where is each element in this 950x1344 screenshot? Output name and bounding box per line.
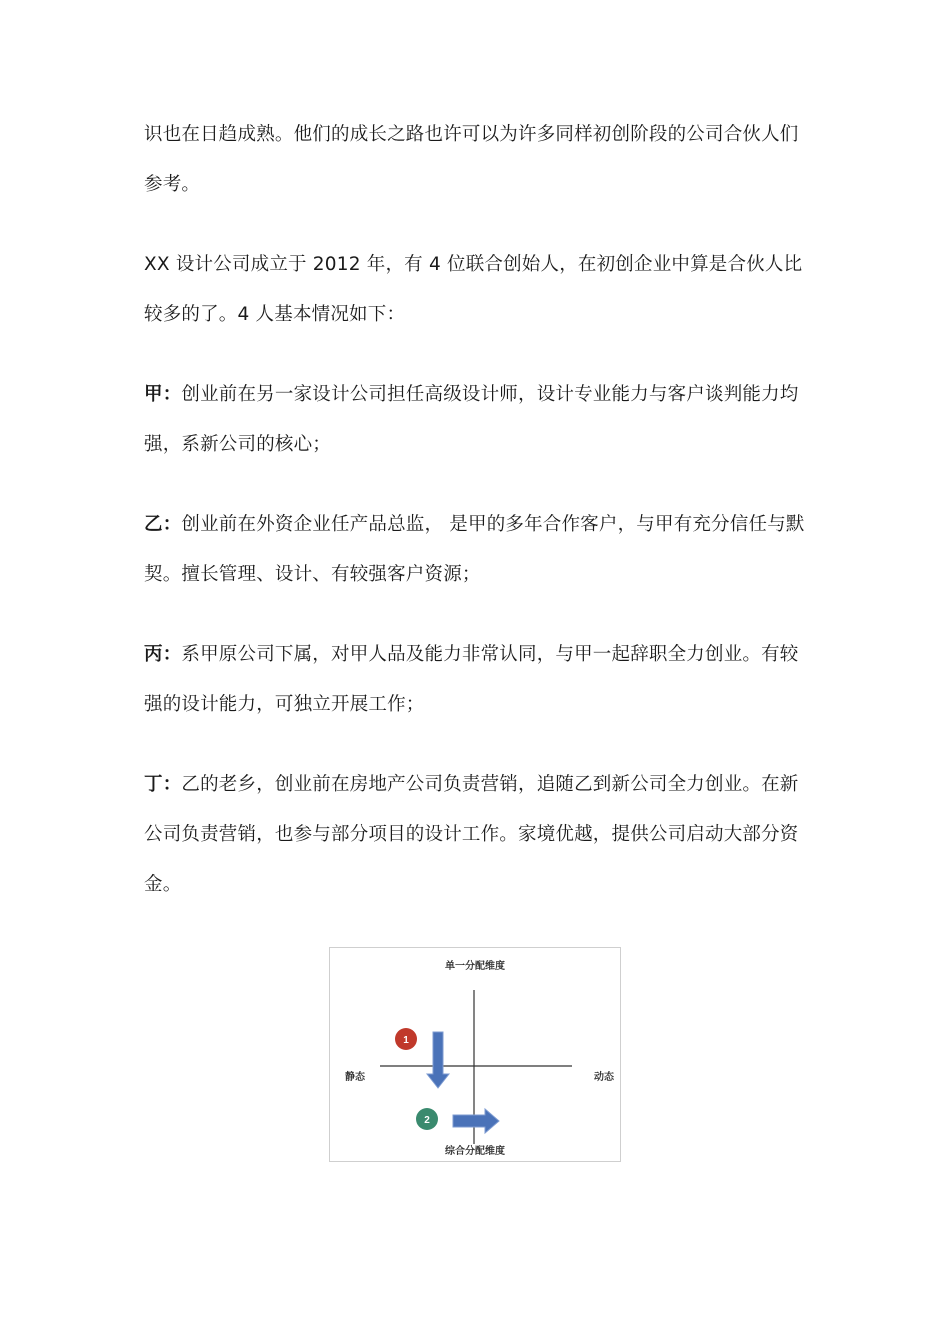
right-axis-label: 动态 — [594, 1072, 614, 1083]
paragraph-partner-yi — [144, 500, 814, 600]
down-arrow — [427, 1032, 449, 1088]
paragraph-company-intro: XX 设计公司成立于 2012 年，有 4 位联合创始人，在初创企业中算是合伙人比较多的了。4 人基本情况如下： — [144, 254, 803, 325]
partner-label: 甲： — [144, 384, 182, 405]
top-axis-label: 单一分配维度 — [445, 961, 505, 972]
left-axis-label: 静态 — [345, 1072, 365, 1083]
partner-description: 乙的老乡，创业前在房地产公司负责营销，追随乙到新公司全力创业。在新公司负责营销，也参与部分项目的设计工作。家境优越，提供公司启动大部分资金。 — [144, 774, 799, 895]
paragraph-intro-end: 识也在日趋成熟。他们的成长之路也许可以为许多同样初创阶段的公司合伙人们参考。 — [144, 124, 799, 195]
partner-label: 乙： — [144, 514, 182, 535]
partner-label: 丁： — [144, 774, 182, 795]
partner-description: 创业前在外资企业任产品总监， 是甲的多年合作客户，与甲有充分信任与默契。擅长管理、设计、有较强客户资源； — [144, 514, 805, 585]
diagram-canvas — [330, 948, 620, 1161]
partner-description: 系甲原公司下属，对甲人品及能力非常认同，与甲一起辞职全力创业。有较强的设计能力，可独立开展工作； — [144, 644, 799, 715]
marker-two-label: 2 — [424, 1115, 430, 1126]
paragraph-partner-jia — [144, 370, 814, 470]
marker-one-label: 1 — [403, 1035, 409, 1046]
partner-label: 丙： — [144, 644, 182, 665]
partner-description: 创业前在另一家设计公司担任高级设计师，设计专业能力与客户谈判能力均强，系新公司的核心； — [144, 384, 799, 455]
distribution-dimension-diagram — [329, 947, 621, 1162]
paragraph-partner-bing — [144, 630, 814, 730]
paragraph-partner-ding — [144, 760, 814, 910]
bottom-axis-label: 综合分配维度 — [445, 1146, 505, 1157]
right-arrow — [453, 1109, 499, 1133]
